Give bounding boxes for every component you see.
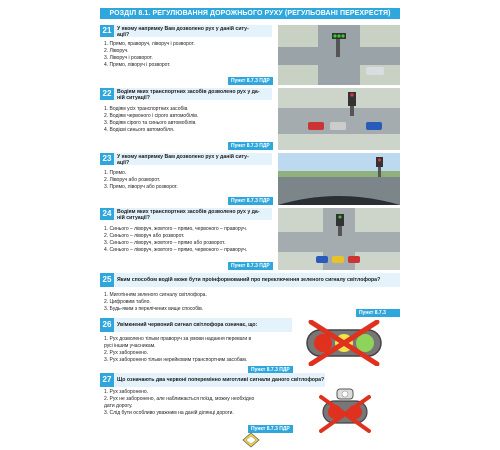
question-number: 23	[100, 153, 114, 165]
question-27	[100, 373, 400, 431]
answer-option[interactable]: 3. Водіям сірого та синього автомобілів.	[104, 120, 197, 126]
answer-option[interactable]: 1. Прямо, праворуч, ліворуч і розворот.	[104, 41, 195, 47]
answer-option[interactable]: 3. Синього – ліворуч, жовтого – прямо або розворот.	[104, 240, 226, 246]
answer-option[interactable]: 4. Прямо, ліворуч і розворот.	[104, 62, 171, 68]
answer-option[interactable]: 4. Синього – ліворуч, жовтого – прямо, червоного – праворуч.	[104, 247, 248, 253]
page	[100, 8, 400, 432]
intersection-illustration	[278, 208, 400, 270]
answer-list	[104, 226, 247, 254]
question-23	[100, 153, 400, 205]
question-25	[100, 273, 400, 324]
answer-list	[104, 170, 178, 191]
answer-option[interactable]: 3. Слід бути особливо уважним на даній ділянці дороги.	[104, 410, 234, 416]
answer-option[interactable]: 2. Водіям червоного і сірого автомобілів.	[104, 113, 199, 119]
question-number: 27	[100, 373, 114, 387]
answer-option[interactable]: 1. Миготінням зеленого сигналу світлофора.	[104, 292, 207, 298]
answer-option[interactable]: 3. Ліворуч і розворот.	[104, 55, 153, 61]
rule-reference: Пункт 8.7.3 ПДР	[228, 262, 273, 270]
answer-list	[104, 336, 251, 364]
section-title: РОЗДІЛ 8.1. РЕГУЛЮВАННЯ ДОРОЖНЬОГО РУХУ (РЕГУЛЬОВАНІ ПЕРЕХРЕСТЯ)	[100, 8, 400, 19]
railway-signal-illustration	[315, 387, 375, 435]
answer-option[interactable]: 2. Рух заборонено.	[104, 350, 149, 356]
question-24	[100, 208, 400, 270]
page-badge-icon	[242, 432, 260, 448]
rule-reference: Пункт 8.7.3 ПДР	[228, 142, 273, 150]
rule-reference: Пункт 8.7.3 ПДР	[248, 425, 293, 433]
traffic-light-illustration	[303, 320, 385, 366]
question-number: 24	[100, 208, 114, 220]
rule-reference: Пункт 8.7.3 ПДР	[356, 309, 400, 317]
answer-option[interactable]: 4. Водієві синього автомобіля.	[104, 127, 175, 133]
answer-option[interactable]: 1. Синього – ліворуч, жовтого – прямо, червоного – праворуч.	[104, 226, 248, 232]
question-22	[100, 88, 400, 150]
answer-list	[104, 292, 207, 313]
answer-option: русі іншим учасникам.	[104, 343, 156, 349]
rule-reference: Пункт 8.7.3 ПДР	[228, 77, 273, 85]
question-text: У якому напрямку Вам дозволено рух у даній ситу- ації?	[117, 26, 249, 38]
question-number: 26	[100, 318, 114, 332]
answer-option[interactable]: 1. Прямо.	[104, 170, 127, 176]
question-text: Що означають два червоні поперемінно миготливі сигнали даного світлофора?	[117, 377, 325, 383]
rule-reference: Пункт 8.7.3 ПДР	[248, 366, 293, 374]
answer-option: дати дорогу.	[104, 403, 133, 409]
question-21	[100, 25, 400, 85]
question-text: У якому напрямку Вам дозволено рух у даній ситу- ації?	[117, 154, 249, 166]
intersection-illustration	[278, 25, 400, 85]
question-number: 22	[100, 88, 114, 100]
question-26	[100, 318, 400, 373]
answer-option[interactable]: 2. Цифровим табло.	[104, 299, 151, 305]
answer-option[interactable]: 2. Ліворуч.	[104, 48, 129, 54]
question-text: Увімкнений червоний сигнал світлофора означає, що:	[117, 322, 258, 328]
answer-option[interactable]: 2. Ліворуч або розворот.	[104, 177, 161, 183]
question-number: 21	[100, 25, 114, 37]
question-number: 25	[100, 273, 114, 287]
answer-option[interactable]: 1. Рух дозволено тільки праворуч за умови надання переваги в	[104, 336, 252, 342]
intersection-illustration	[278, 88, 400, 150]
answer-option[interactable]: 3. Прямо, ліворуч або розворот.	[104, 184, 178, 190]
question-text: Водіям яких транспортних засобів дозволено рух у да- ній ситуації?	[117, 89, 260, 101]
answer-list	[104, 41, 195, 69]
question-text: Яким способом водій може бути проінформований про переключення зеленого сигналу світлофора?	[117, 277, 381, 283]
answer-option[interactable]: 2. Рух не заборонено, але наближається поїзд, можну необхідно	[104, 396, 255, 402]
answer-option[interactable]: 3. Рух заборонено тільки нерейковим транспортним засобам.	[104, 357, 248, 363]
answer-list	[104, 106, 198, 134]
question-text: Водіям яких транспортних засобів дозволено рух у да- ній ситуації?	[117, 209, 260, 221]
rule-reference: Пункт 8.7.3 ПДР	[228, 197, 273, 205]
answer-option[interactable]: 2. Синього – ліворуч або розворот.	[104, 233, 185, 239]
answer-option[interactable]: 3. Будь-яким з перелічених вище способів.	[104, 306, 204, 312]
answer-option[interactable]: 1. Рух заборонено.	[104, 389, 149, 395]
answer-option[interactable]: 1. Водіям усіх транспортних засобів.	[104, 106, 189, 112]
intersection-illustration	[278, 153, 400, 205]
answer-list	[104, 389, 254, 417]
